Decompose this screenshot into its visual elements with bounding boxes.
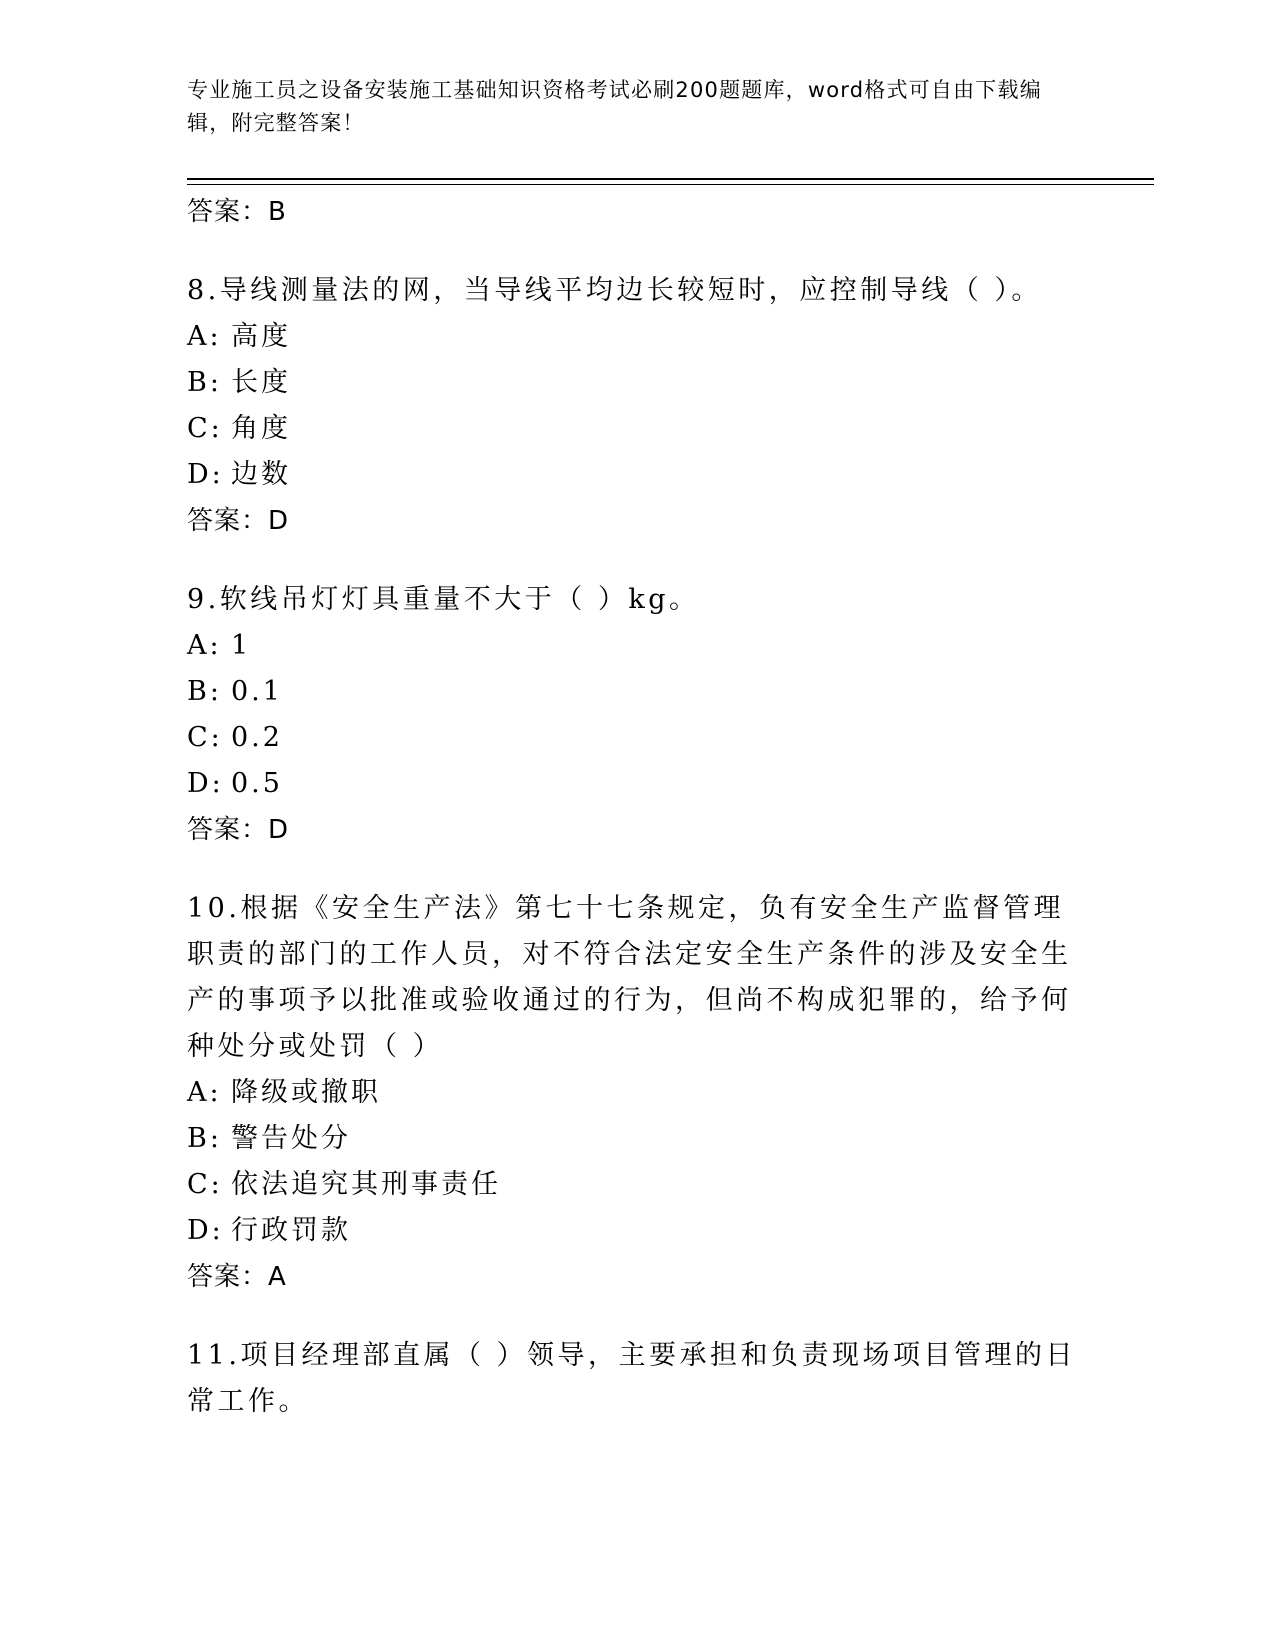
spacer: [187, 853, 1087, 886]
option-letter: B:: [187, 676, 222, 707]
option-c: [187, 715, 1087, 761]
option-text: 长度: [231, 367, 291, 398]
document-header: 专业施工员之设备安装施工基础知识资格考试必刷200题题库，word格式可自由下载编辑，附完整答案！: [187, 78, 1042, 135]
option-letter: C:: [187, 413, 223, 444]
option-a: [187, 623, 1087, 669]
option-c: [187, 1162, 1087, 1208]
option-text: 依法追究其刑事责任: [231, 1169, 501, 1200]
option-letter: D:: [187, 1215, 224, 1246]
question-stem: 8.导线测量法的网，当导线平均边长较短时，应控制导线（ ）。: [187, 275, 1042, 306]
option-d: [187, 1208, 1087, 1254]
option-letter: C:: [187, 722, 223, 753]
spacer: [187, 544, 1087, 577]
option-b: [187, 1116, 1087, 1162]
option-d: [187, 452, 1087, 498]
spacer: [187, 1300, 1087, 1333]
option-letter: A:: [187, 630, 222, 661]
question-stem: 10.根据《安全生产法》第七十七条规定，负有安全生产监督管理职责的部门的工作人员，对不符合法定安全生产条件的涉及安全生产的事项予以批准或验收通过的行为，但尚不构成犯罪的，给予何种处分或处罚（ ）: [187, 893, 1072, 1062]
option-letter: B:: [187, 1123, 222, 1154]
option-text: 0.1: [231, 676, 283, 707]
option-c: [187, 406, 1087, 452]
option-text: 边数: [231, 459, 291, 490]
option-text: 高度: [231, 321, 291, 352]
question-list: [187, 189, 1087, 1425]
option-text: 角度: [231, 413, 291, 444]
header-rule-thin: [187, 184, 1154, 185]
option-text: 行政罚款: [231, 1215, 351, 1246]
answer-q7: 答案：B: [187, 197, 287, 227]
option-d: [187, 761, 1087, 807]
option-text: 1: [231, 630, 252, 661]
option-letter: A:: [187, 321, 222, 352]
option-letter: C:: [187, 1169, 223, 1200]
question-11: [187, 1333, 1087, 1425]
answer: 答案：D: [187, 506, 290, 536]
question-9: [187, 577, 1087, 853]
option-b: [187, 360, 1087, 406]
option-a: [187, 1070, 1087, 1116]
question-8: [187, 268, 1087, 544]
option-letter: A:: [187, 1077, 222, 1108]
option-letter: D:: [187, 459, 224, 490]
answer: 答案：D: [187, 815, 290, 845]
option-letter: B:: [187, 367, 222, 398]
question-stem: 9.软线吊灯灯具重量不大于（ ）kg。: [187, 584, 700, 615]
option-b: [187, 669, 1087, 715]
spacer: [187, 235, 1087, 268]
header-rule-thick: [187, 178, 1154, 180]
option-text: 0.2: [231, 722, 283, 753]
option-a: [187, 314, 1087, 360]
option-text: 降级或撤职: [231, 1077, 381, 1108]
option-text: 警告处分: [231, 1123, 351, 1154]
answer: 答案：A: [187, 1262, 287, 1292]
option-text: 0.5: [231, 768, 283, 799]
question-10: [187, 886, 1087, 1300]
question-stem: 11.项目经理部直属（ ）领导，主要承担和负责现场项目管理的日常工作。: [187, 1340, 1077, 1417]
option-letter: D:: [187, 768, 224, 799]
